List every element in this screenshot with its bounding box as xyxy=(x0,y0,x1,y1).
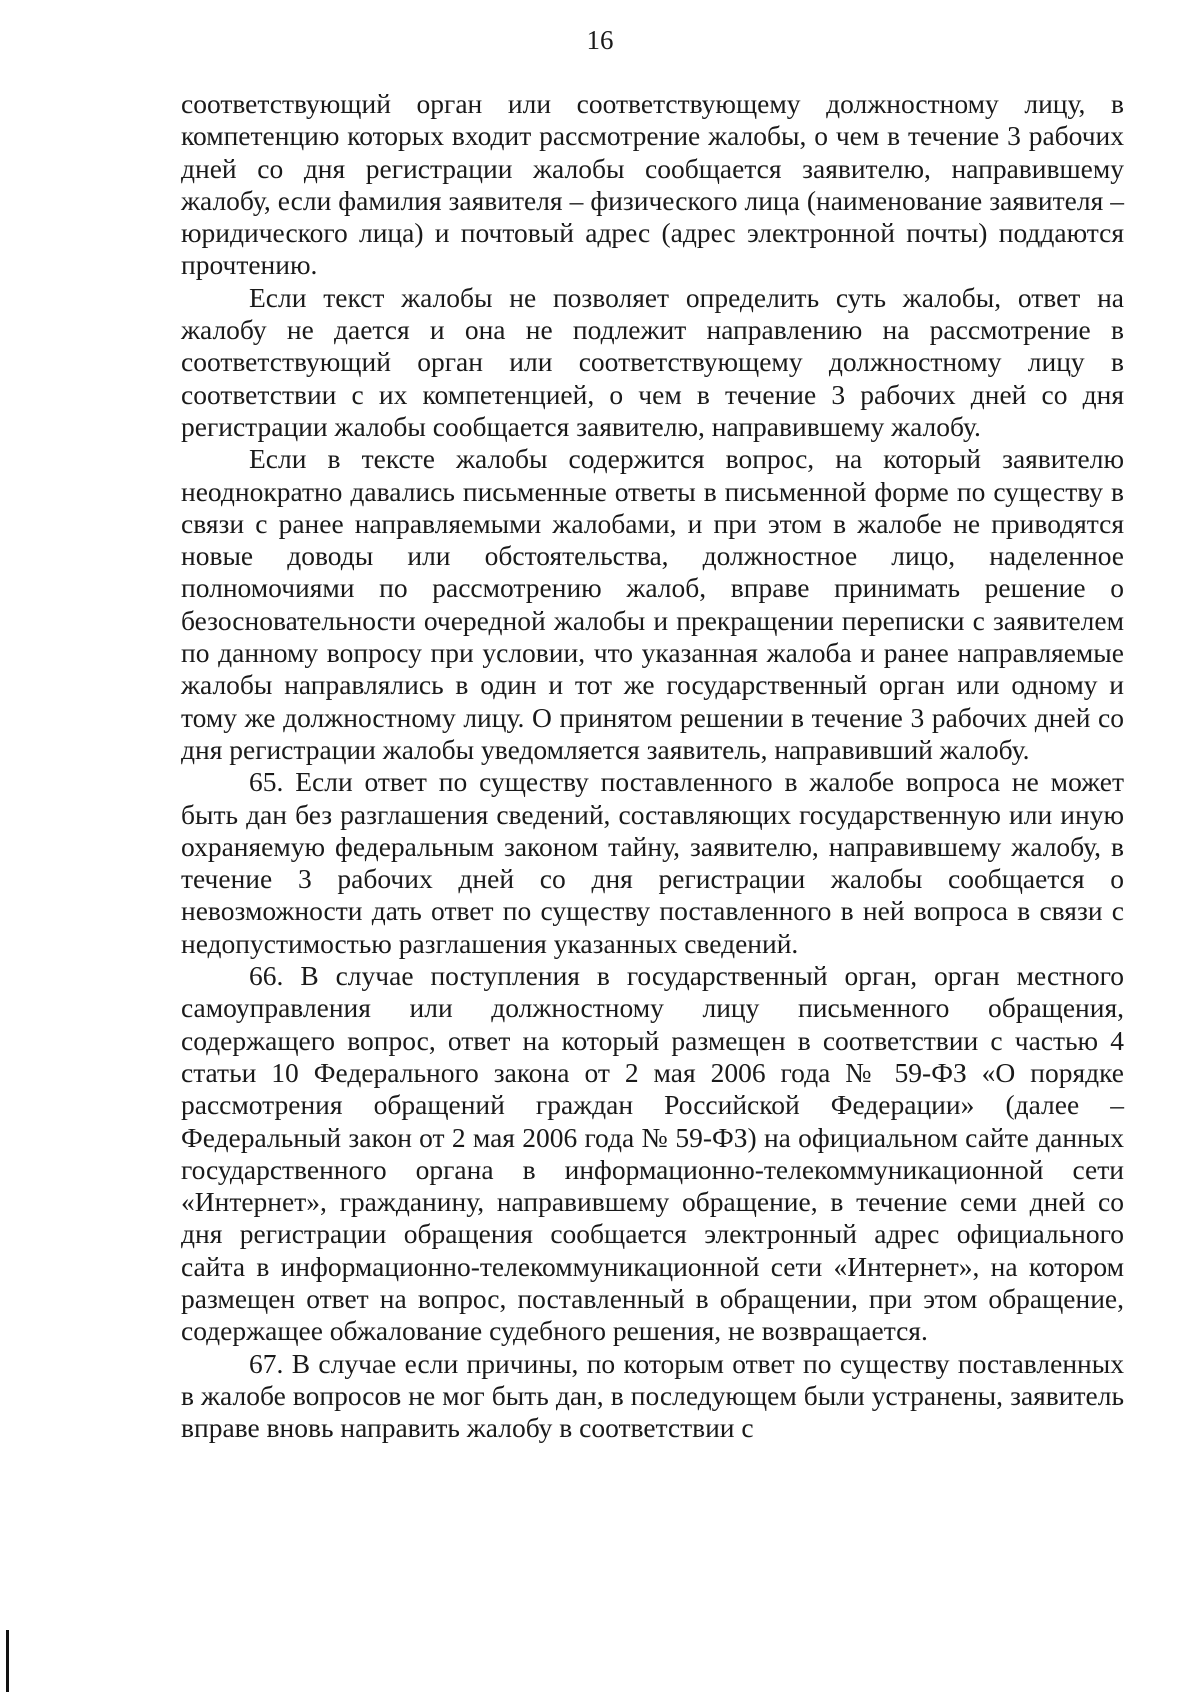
scan-edge-mark xyxy=(6,1630,9,1692)
paragraph: Если в тексте жалобы содержится вопрос, на который заявителю неоднократно давались письменные ответы в письменной форме по существу в связи с ранее направляемыми жалобами, и при этом в жалобе не приводятся новые доводы или обстоятельства, должностное лицо, наделенное полномочиями по рассмотрению жалоб, вправе принимать решение о безосновательности очередной жалобы и прекращении переписки с заявителем по данному вопросу при условии, что указанная жалоба и ранее направляемые жалобы направлялись в один и тот же государственный орган или одному и тому же должностному лицу. О принятом решении в течение 3 рабочих дней со дня регистрации жалобы уведомляется заявитель, направивший жалобу. xyxy=(181,443,1124,765)
paragraph-item-65: 65. Если ответ по существу поставленного в жалобе вопроса не может быть дан без разглашения сведений, составляющих государственную или иную охраняемую федеральным законом тайну, заявителю, направившему жалобу, в течение 3 рабочих дней со дня регистрации жалобы сообщается о невозможности дать ответ по существу поставленного в ней вопроса в связи с недопустимостью разглашения указанных сведений. xyxy=(181,766,1124,959)
paragraph-item-67: 67. В случае если причины, по которым ответ по существу поставленных в жалобе вопросов не мог быть дан, в последующем были устранены, заявитель вправе вновь направить жалобу в соответствии с xyxy=(181,1347,1124,1444)
paragraph: Если текст жалобы не позволяет определить суть жалобы, ответ на жалобу не дается и она не подлежит направлению на рассмотрение в соответствующий орган или соответствующему должностному лицу в соответствии с их компетенцией, о чем в течение 3 рабочих дней со дня регистрации жалобы сообщается заявителю, направившему жалобу. xyxy=(181,281,1124,442)
paragraph-item-66: 66. В случае поступления в государственный орган, орган местного самоуправления или должностному лицу письменного обращения, содержащего вопрос, ответ на который размещен в соответствии с частью 4 статьи 10 Федерального закона от 2 мая 2006 года № 59-ФЗ «О порядке рассмотрения обращений граждан Российской Федерации» (далее – Федеральный закон от 2 мая 2006 года № 59-ФЗ) на официальном сайте данных государственного органа в информационно-телекоммуникационной сети «Интернет», гражданину, направившему обращение, в течение семи дней со дня регистрации обращения сообщается электронный адрес официального сайта в информационно-телекоммуникационной сети «Интернет», на котором размещен ответ на вопрос, поставленный в обращении, при этом обращение, содержащее обжалование судебного решения, не возвращается. xyxy=(181,960,1124,1347)
document-body xyxy=(181,88,1124,1444)
page-number: 16 xyxy=(586,25,614,55)
paragraph-continuation: соответствующий орган или соответствующему должностному лицу, в компетенцию которых входит рассмотрение жалобы, о чем в течение 3 рабочих дней со дня регистрации жалобы сообщается заявителю, направившему жалобу, если фамилия заявителя – физического лица (наименование заявителя – юридического лица) и почтовый адрес (адрес электронной почты) поддаются прочтению. xyxy=(181,88,1124,281)
